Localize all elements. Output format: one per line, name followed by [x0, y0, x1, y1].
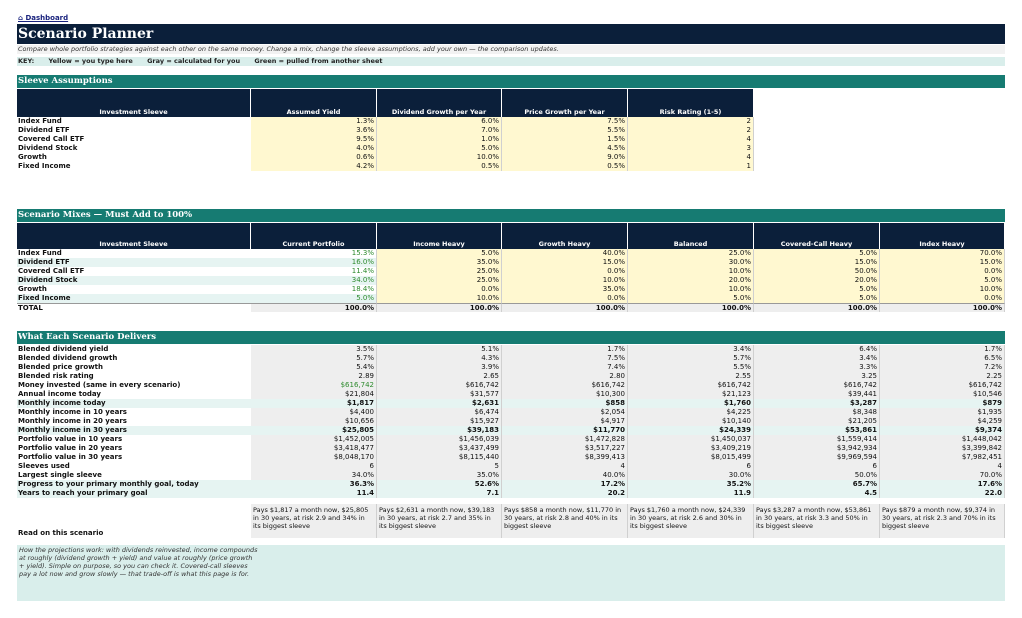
metric-value: 20.2 [502, 489, 628, 498]
table-row [17, 480, 1005, 489]
metric-label: Blended price growth [18, 363, 103, 371]
metric-value: 70.0% [880, 471, 1005, 480]
metric-label: Sleeves used [18, 462, 70, 470]
metric-label: Largest single sleeve [18, 471, 102, 479]
table-row [17, 408, 1005, 417]
table-row [17, 489, 1005, 498]
metric-value: 7.5% [502, 354, 628, 363]
metric-value: $8,115,440 [377, 453, 502, 462]
table-row [17, 144, 754, 153]
metric-label: Progress to your primary monthly goal, today [18, 480, 199, 488]
assumption-input[interactable]: 4.5% [502, 144, 628, 153]
table-row [17, 345, 1005, 354]
metric-value: 6 [251, 462, 377, 471]
assumption-input[interactable]: 0.5% [502, 162, 628, 171]
assumption-input[interactable]: 4 [628, 135, 754, 144]
header-cell: Dividend Growth per Year [377, 89, 502, 117]
header-cell: Current Portfolio [251, 223, 377, 249]
metric-value: $616,742 [251, 381, 377, 390]
metric-value: $616,742 [377, 381, 502, 390]
table-row [17, 249, 1005, 258]
metric-value: $24,339 [628, 426, 754, 435]
mix-input[interactable]: 0.0% [502, 267, 628, 276]
total-label: TOTAL [17, 303, 251, 312]
metric-value: $10,300 [502, 390, 628, 399]
metric-value: 65.7% [754, 480, 880, 489]
metric-label: Money invested (same in every scenario) [18, 381, 181, 389]
metric-value: 7.2% [880, 363, 1005, 372]
section-scenario-delivers: What Each Scenario Delivers [17, 331, 1005, 344]
metric-value: 52.6% [377, 480, 502, 489]
metric-value: 11.9 [628, 489, 754, 498]
total-value: 100.0% [880, 303, 1005, 312]
assumption-input[interactable]: 6.0% [377, 117, 502, 126]
mix-input[interactable]: 15.0% [502, 258, 628, 267]
mix-input[interactable]: 25.0% [377, 267, 502, 276]
dashboard-link[interactable]: ⌂ Dashboard [18, 14, 69, 22]
metric-value: 3.5% [251, 345, 377, 354]
table-row [17, 363, 1005, 372]
metric-value: 4.3% [377, 354, 502, 363]
metric-value: $31,577 [377, 390, 502, 399]
table-row [17, 471, 1005, 480]
key-green: Green = pulled from another sheet [254, 57, 383, 65]
total-value: 100.0% [502, 303, 628, 312]
metric-label: Years to reach your primary goal [18, 489, 148, 497]
section-scenario-mixes: Scenario Mixes — Must Add to 100% [17, 209, 1005, 222]
metric-value: $21,123 [628, 390, 754, 399]
metric-value: 2.89 [251, 372, 377, 381]
metric-value: 30.0% [628, 471, 754, 480]
mix-input[interactable]: 0.0% [502, 294, 628, 303]
table-row [17, 276, 1005, 285]
metric-value: $10,546 [880, 390, 1005, 399]
sleeve-name: Covered Call ETF [18, 267, 85, 275]
metric-value: 11.4 [251, 489, 377, 498]
metric-label: Portfolio value in 30 years [18, 453, 123, 461]
metric-value: $3,409,219 [628, 444, 754, 453]
metric-value: $8,048,170 [251, 453, 377, 462]
metric-value: $3,287 [754, 399, 880, 408]
metric-label: Monthly income in 10 years [18, 408, 127, 416]
metric-value: $3,399,842 [880, 444, 1005, 453]
mix-input[interactable]: 20.0% [628, 276, 754, 285]
sleeve-name: Index Fund [18, 117, 62, 125]
metric-value: 3.4% [754, 354, 880, 363]
metric-value: $2,054 [502, 408, 628, 417]
assumption-input[interactable]: 0.5% [377, 162, 502, 171]
table-row [17, 153, 754, 162]
metric-value: $6,474 [377, 408, 502, 417]
table-row [17, 267, 1005, 276]
metric-value: $1,472,828 [502, 435, 628, 444]
mix-input[interactable]: 5.0% [880, 276, 1005, 285]
assumption-input[interactable]: 4 [628, 153, 754, 162]
scenario-read: Pays $1,817 a month now, $25,805 in 30 years, at risk 2.9 and 34% in its biggest sleeve [251, 504, 377, 538]
table-row [17, 390, 1005, 399]
metric-label: Blended risk rating [18, 372, 94, 380]
metric-value: 50.0% [754, 471, 880, 480]
metric-value: 7.1 [377, 489, 502, 498]
metric-value: $10,656 [251, 417, 377, 426]
table-row [17, 417, 1005, 426]
table-row [17, 435, 1005, 444]
header-cell: Investment Sleeve [17, 223, 251, 249]
metric-label: Blended dividend growth [18, 354, 118, 362]
metric-value: 40.0% [502, 471, 628, 480]
assumption-input[interactable]: 9.0% [502, 153, 628, 162]
assumption-input[interactable]: 2 [628, 126, 754, 135]
mix-input[interactable]: 10.0% [880, 285, 1005, 294]
metric-value: 3.25 [754, 372, 880, 381]
assumption-input[interactable]: 7.5% [502, 117, 628, 126]
metric-label: Monthly income in 30 years [18, 426, 127, 434]
metric-value: 2.55 [628, 372, 754, 381]
table-row [17, 354, 1005, 363]
assumption-input[interactable]: 1.3% [251, 117, 377, 126]
metric-value: 22.0 [880, 489, 1005, 498]
key-gray: Gray = calculated for you [147, 57, 241, 65]
scenario-delivers-table [17, 345, 1005, 538]
metric-value: $3,517,227 [502, 444, 628, 453]
scenario-read: Pays $879 a month now, $9,374 in 30 years, at risk 2.3 and 70% in its biggest sleeve [880, 504, 1005, 538]
scenario-read: Pays $3,287 a month now, $53,861 in 30 years, at risk 3.3 and 50% in its biggest sleeve [754, 504, 880, 538]
page-subtitle: Compare whole portfolio strategies against each other on the same money. Change a mix, change the sleeve assumptions, add your own — the comparison updates. [17, 45, 1005, 54]
table-row [17, 117, 754, 126]
header-cell: Investment Sleeve [17, 89, 251, 117]
table-row [17, 258, 1005, 267]
total-value: 100.0% [628, 303, 754, 312]
metric-value: $39,441 [754, 390, 880, 399]
metric-value: $616,742 [502, 381, 628, 390]
table-row [17, 126, 754, 135]
sleeve-name: Dividend Stock [18, 276, 78, 284]
metric-label: Monthly income today [18, 399, 106, 407]
mix-input[interactable]: 35.0% [502, 285, 628, 294]
header-cell: Growth Heavy [502, 223, 628, 249]
sleeve-name: Fixed Income [18, 294, 71, 302]
metric-value: $10,140 [628, 417, 754, 426]
mix-input[interactable]: 5.0% [754, 249, 880, 258]
metric-value: $9,969,594 [754, 453, 880, 462]
scenario-read: Pays $1,760 a month now, $24,339 in 30 years, at risk 2.6 and 30% in its biggest sleeve [628, 504, 754, 538]
metric-label: Portfolio value in 10 years [18, 435, 123, 443]
header-cell: Assumed Yield [251, 89, 377, 117]
metric-value: 3.9% [377, 363, 502, 372]
table-row [17, 381, 1005, 390]
metric-value: 35.0% [377, 471, 502, 480]
read-label: Read on this scenario [18, 529, 104, 537]
assumption-input[interactable]: 1.5% [502, 135, 628, 144]
assumption-input[interactable]: 1.0% [377, 135, 502, 144]
metric-value: 6 [628, 462, 754, 471]
metric-value: 6 [754, 462, 880, 471]
sleeve-name: Dividend Stock [18, 144, 78, 152]
scenario-mixes-header [17, 223, 1005, 249]
metric-value: 5.5% [628, 363, 754, 372]
metric-label: Monthly income in 20 years [18, 417, 127, 425]
current-weight: 5.0% [251, 294, 377, 303]
key-label: KEY: [18, 57, 35, 65]
metric-value: $9,374 [880, 426, 1005, 435]
mix-input[interactable]: 15.0% [880, 258, 1005, 267]
assumption-input[interactable]: 4.2% [251, 162, 377, 171]
metric-value: 6.4% [754, 345, 880, 354]
metric-value: $25,805 [251, 426, 377, 435]
metric-value: $616,742 [628, 381, 754, 390]
metric-value: $4,259 [880, 417, 1005, 426]
assumption-input[interactable]: 3 [628, 144, 754, 153]
metric-label: Blended dividend yield [18, 345, 109, 353]
assumption-input[interactable]: 4.0% [251, 144, 377, 153]
mix-input[interactable]: 10.0% [628, 267, 754, 276]
sleeve-name: Growth [18, 153, 47, 161]
metric-value: $8,399,413 [502, 453, 628, 462]
metric-value: $4,917 [502, 417, 628, 426]
table-row [17, 453, 1005, 462]
header-cell: Price Growth per Year [502, 89, 628, 117]
mix-input[interactable]: 70.0% [880, 249, 1005, 258]
metric-value: $8,348 [754, 408, 880, 417]
header-cell: Covered-Call Heavy [754, 223, 880, 249]
sleeve-name: Dividend ETF [18, 258, 70, 266]
sleeve-assumptions-header [17, 89, 754, 117]
sleeve-name: Index Fund [18, 249, 62, 257]
table-row [17, 444, 1005, 453]
sleeve-name: Covered Call ETF [18, 135, 85, 143]
metric-value: 2.25 [880, 372, 1005, 381]
metric-value: $1,817 [251, 399, 377, 408]
total-value: 100.0% [251, 303, 377, 312]
header-cell: Risk Rating (1-5) [628, 89, 754, 117]
table-row [17, 285, 1005, 294]
metric-value: 5.7% [251, 354, 377, 363]
projection-notes-text: How the projections work: with dividends reinvested, income compounds at roughly (dividend growth + yield) and value at roughly (price growth + yield). Simple on purpose, so you can check it. Covered-call sleeves pay a lot now and grow slowly — that trade-off is what this page is for. [19, 546, 258, 578]
metric-value: 36.3% [251, 480, 377, 489]
projection-notes [17, 545, 1005, 601]
sleeve-assumptions-table [17, 89, 754, 171]
metric-value: $616,742 [880, 381, 1005, 390]
header-cell: Index Heavy [880, 223, 1005, 249]
metric-value: $1,935 [880, 408, 1005, 417]
metric-value: 6.5% [880, 354, 1005, 363]
metric-value: $21,804 [251, 390, 377, 399]
metric-value: $1,456,039 [377, 435, 502, 444]
metric-value: 5.1% [377, 345, 502, 354]
metric-value: 1.7% [502, 345, 628, 354]
current-weight: 15.3% [251, 249, 377, 258]
metric-value: 17.2% [502, 480, 628, 489]
metric-value: $616,742 [754, 381, 880, 390]
sleeve-name: Fixed Income [18, 162, 71, 170]
section-sleeve-assumptions: Sleeve Assumptions [17, 75, 1005, 88]
table-row [17, 426, 1005, 435]
assumption-input[interactable]: 3.6% [251, 126, 377, 135]
header-cell: Income Heavy [377, 223, 502, 249]
metric-value: 35.2% [628, 480, 754, 489]
mix-input[interactable]: 5.0% [754, 294, 880, 303]
mix-input[interactable]: 10.0% [377, 294, 502, 303]
metric-value: $1,448,042 [880, 435, 1005, 444]
metric-value: $7,982,451 [880, 453, 1005, 462]
metric-value: $2,631 [377, 399, 502, 408]
current-weight: 34.0% [251, 276, 377, 285]
table-row [17, 135, 754, 144]
total-value: 100.0% [754, 303, 880, 312]
metric-value: 3.3% [754, 363, 880, 372]
metric-value: $53,861 [754, 426, 880, 435]
mix-input[interactable]: 30.0% [628, 258, 754, 267]
current-weight: 11.4% [251, 267, 377, 276]
assumption-input[interactable]: 5.0% [377, 144, 502, 153]
table-row [17, 462, 1005, 471]
assumption-input[interactable]: 5.5% [502, 126, 628, 135]
metric-value: $8,015,499 [628, 453, 754, 462]
metric-value: 2.80 [502, 372, 628, 381]
metric-value: $21,205 [754, 417, 880, 426]
table-row [17, 162, 754, 171]
assumption-input[interactable]: 2 [628, 117, 754, 126]
metric-value: 5.7% [628, 354, 754, 363]
metric-value: 7.4% [502, 363, 628, 372]
metric-value: $4,400 [251, 408, 377, 417]
mix-input[interactable]: 15.0% [754, 258, 880, 267]
metric-value: $879 [880, 399, 1005, 408]
metric-value: 5.4% [251, 363, 377, 372]
scenario-read: Pays $858 a month now, $11,770 in 30 years, at risk 2.8 and 40% in its biggest sleeve [502, 504, 628, 538]
current-weight: 16.0% [251, 258, 377, 267]
metric-label: Portfolio value in 20 years [18, 444, 123, 452]
mix-input[interactable]: 5.0% [754, 285, 880, 294]
assumption-input[interactable]: 7.0% [377, 126, 502, 135]
metric-value: 3.4% [628, 345, 754, 354]
mix-input[interactable]: 20.0% [754, 276, 880, 285]
metric-value: 4 [502, 462, 628, 471]
metric-value: 2.65 [377, 372, 502, 381]
table-row [17, 399, 1005, 408]
metric-value: $1,452,005 [251, 435, 377, 444]
metric-value: $15,927 [377, 417, 502, 426]
mix-input[interactable]: 25.0% [377, 276, 502, 285]
header-cell: Balanced [628, 223, 754, 249]
key-yellow: Yellow = you type here [48, 57, 133, 65]
assumption-input[interactable]: 10.0% [377, 153, 502, 162]
scenario-read: Pays $2,631 a month now, $39,183 in 30 years, at risk 2.7 and 35% in its biggest sleeve [377, 504, 502, 538]
sleeve-name: Growth [18, 285, 47, 293]
mix-input[interactable]: 25.0% [628, 249, 754, 258]
metric-value: $3,418,477 [251, 444, 377, 453]
metric-label: Annual income today [18, 390, 101, 398]
metric-value: 17.6% [880, 480, 1005, 489]
mix-input[interactable]: 0.0% [880, 267, 1005, 276]
metric-value: $3,942,934 [754, 444, 880, 453]
assumption-input[interactable]: 1 [628, 162, 754, 171]
sleeve-name: Dividend ETF [18, 126, 70, 134]
table-row [17, 294, 1005, 303]
mix-input[interactable]: 40.0% [502, 249, 628, 258]
metric-value: 1.7% [880, 345, 1005, 354]
metric-value: $1,450,037 [628, 435, 754, 444]
mix-input[interactable]: 10.0% [502, 276, 628, 285]
mix-input[interactable]: 0.0% [377, 285, 502, 294]
mix-input[interactable]: 50.0% [754, 267, 880, 276]
metric-value: $39,183 [377, 426, 502, 435]
metric-value: 34.0% [251, 471, 377, 480]
metric-value: $4,225 [628, 408, 754, 417]
mix-input[interactable]: 10.0% [628, 285, 754, 294]
assumption-input[interactable]: 9.5% [251, 135, 377, 144]
metric-value: $858 [502, 399, 628, 408]
metric-value: 4 [880, 462, 1005, 471]
metric-value: $1,760 [628, 399, 754, 408]
read-row [17, 504, 1005, 538]
metric-value: $11,770 [502, 426, 628, 435]
total-row [17, 303, 1005, 312]
mix-input[interactable]: 35.0% [377, 258, 502, 267]
current-weight: 18.4% [251, 285, 377, 294]
assumption-input[interactable]: 0.6% [251, 153, 377, 162]
mix-input[interactable]: 5.0% [628, 294, 754, 303]
table-row [17, 372, 1005, 381]
total-value: 100.0% [377, 303, 502, 312]
metric-value: 5 [377, 462, 502, 471]
metric-value: $1,559,414 [754, 435, 880, 444]
page-title: Scenario Planner [17, 24, 1005, 44]
mix-input[interactable]: 0.0% [880, 294, 1005, 303]
color-key [17, 57, 1005, 66]
metric-value: $3,437,499 [377, 444, 502, 453]
mix-input[interactable]: 5.0% [377, 249, 502, 258]
metric-value: 4.5 [754, 489, 880, 498]
scenario-mixes-table [17, 223, 1005, 312]
